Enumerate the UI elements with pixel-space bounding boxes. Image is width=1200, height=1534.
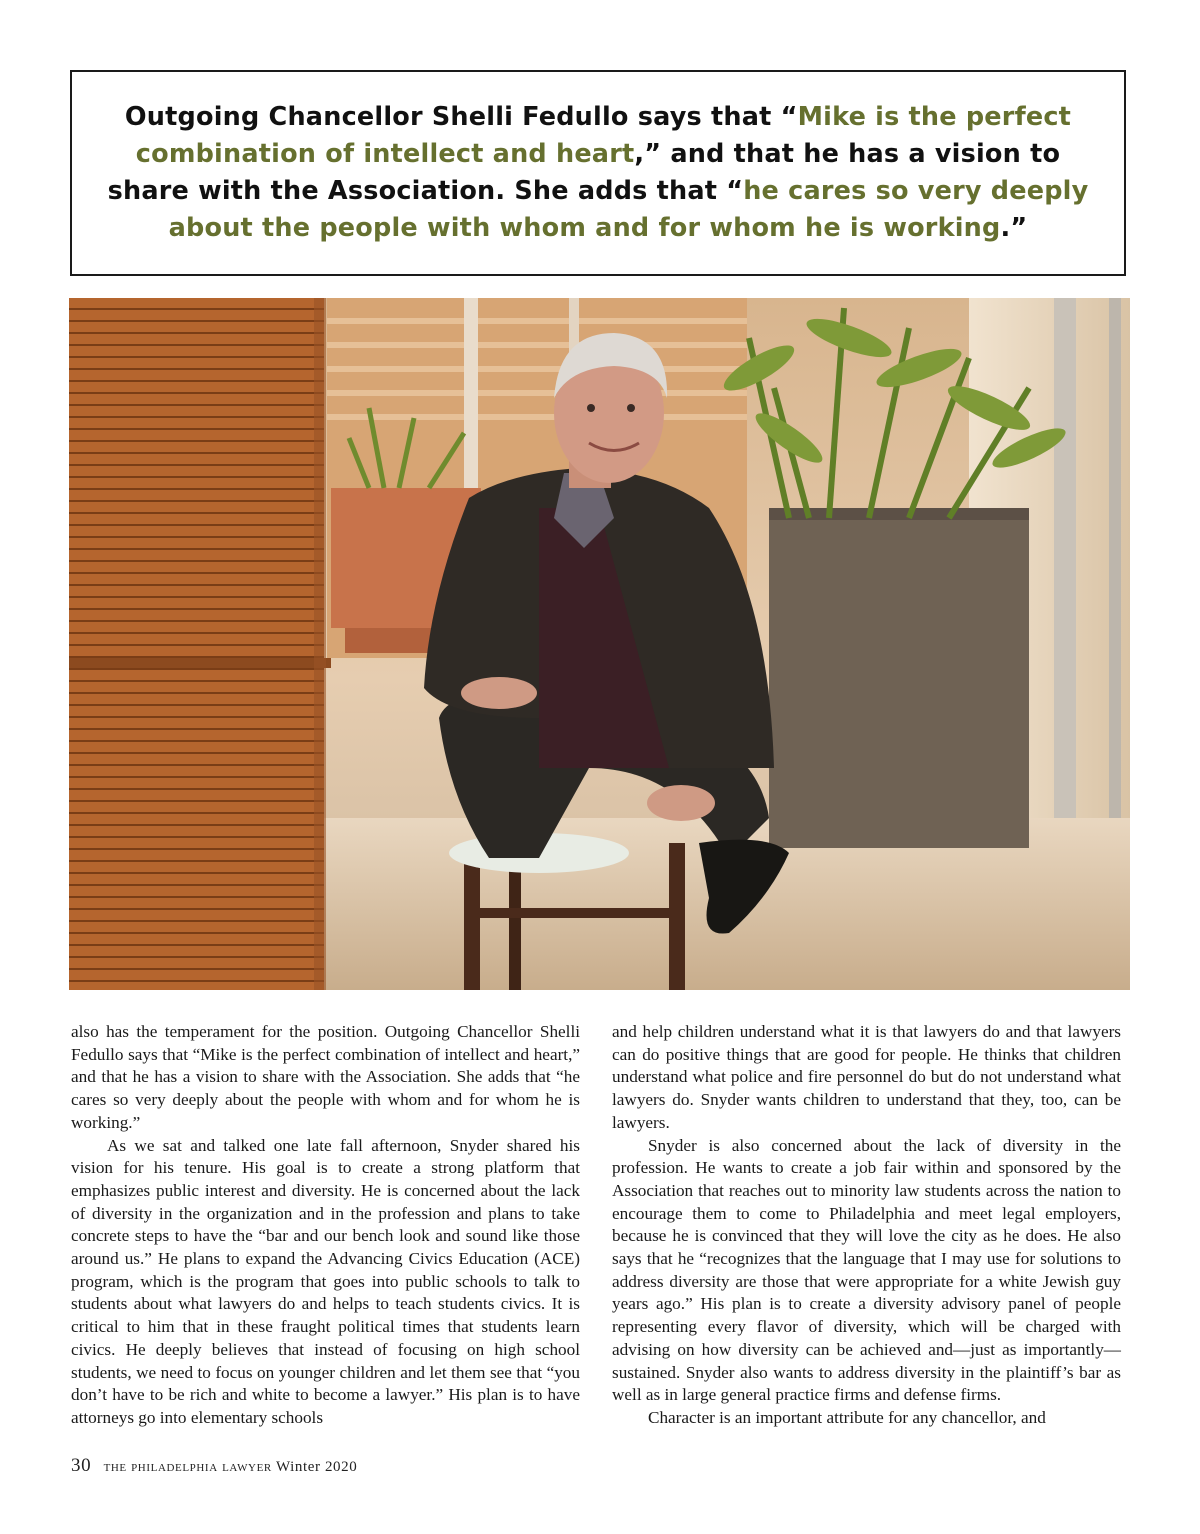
- body-paragraph: and help children understand what it is that lawyers do and that lawyers can do positive things that are good for people. He thinks that children understand what police and fire personnel do but do not understand what lawyers do. Snyder wants children to understand that they, too, can be lawyers.: [612, 1022, 1121, 1132]
- pull-quote-text: [102, 99, 1094, 247]
- pull-quote-box: [70, 70, 1126, 276]
- body-paragraph: Snyder is also concerned about the lack of diversity in the profession. He wants to create a job fair within and sponsored by the Association that reaches out to minority law students across the nation to encourage them to come to Philadelphia and meet legal employers, because he is convinced that they will love the city as he does. He also says that he “recognizes that the language that I may use for solutions to address diversity are those that were appropriate for a white Jewish guy years ago.” His plan is to create a diversity advisory panel of people representing every flavor of diversity, which will be charged with advising on how diversity can be achieved and—just as importantly—sustained. Snyder also wants to address diversity in the plaintiff’s bar as well as in large general practice firms and defense firms.: [612, 1135, 1121, 1405]
- body-paragraph: also has the temperament for the position. Outgoing Chancellor Shelli Fedullo says that “Mike is the perfect combination of intellect and heart,” and that he has a vision to share with the Association. She adds that “he cares so very deeply about the people with whom and for whom he is working.”: [71, 1022, 580, 1132]
- text-column-right: [612, 1021, 1121, 1430]
- page-number: 30: [71, 1455, 92, 1476]
- pull-quote-highlight-2: he cares so very deeply about the people with whom and for whom he is working: [168, 176, 1089, 243]
- issue-label: Winter 2020: [275, 1459, 358, 1475]
- text-column-left: [71, 1021, 580, 1430]
- pull-quote-highlight-1: Mike is the perfect combination of intellect and heart: [135, 102, 1072, 169]
- photo-illustration: [69, 298, 1130, 990]
- publication-name: the philadelphia lawyer: [103, 1459, 272, 1475]
- feature-photo: [69, 298, 1130, 990]
- page-footer: [71, 1455, 357, 1477]
- pull-quote-part-1: Outgoing Chancellor Shelli Fedullo says that “: [124, 102, 798, 132]
- pull-quote-part-2: ,” and that he has a vision to share with the Association. She adds that “: [107, 139, 1061, 206]
- pull-quote-part-3: .”: [1000, 213, 1028, 243]
- body-paragraph: Character is an important attribute for any chancellor, and: [648, 1407, 1046, 1427]
- body-paragraph: As we sat and talked one late fall afternoon, Snyder shared his vision for his tenure. His goal is to create a strong platform that emphasizes public interest and diversity. He is concerned about the lack of diversity in the organization and in the profession and plans to take concrete steps to have the “bar and our bench look and sound like those around us.” He plans to expand the Advancing Civics Education (ACE) program, which is the program that goes into public schools to talk to students about what lawyers do and helps to teach students civics. It is critical to him that in these fraught political times that students learn civics. He deeply believes that instead of focusing on high school students, we need to focus on younger children and let them see that “you don’t have to be rich and white to become a lawyer.” His plan is to have attorneys go into elementary schools: [71, 1135, 580, 1427]
